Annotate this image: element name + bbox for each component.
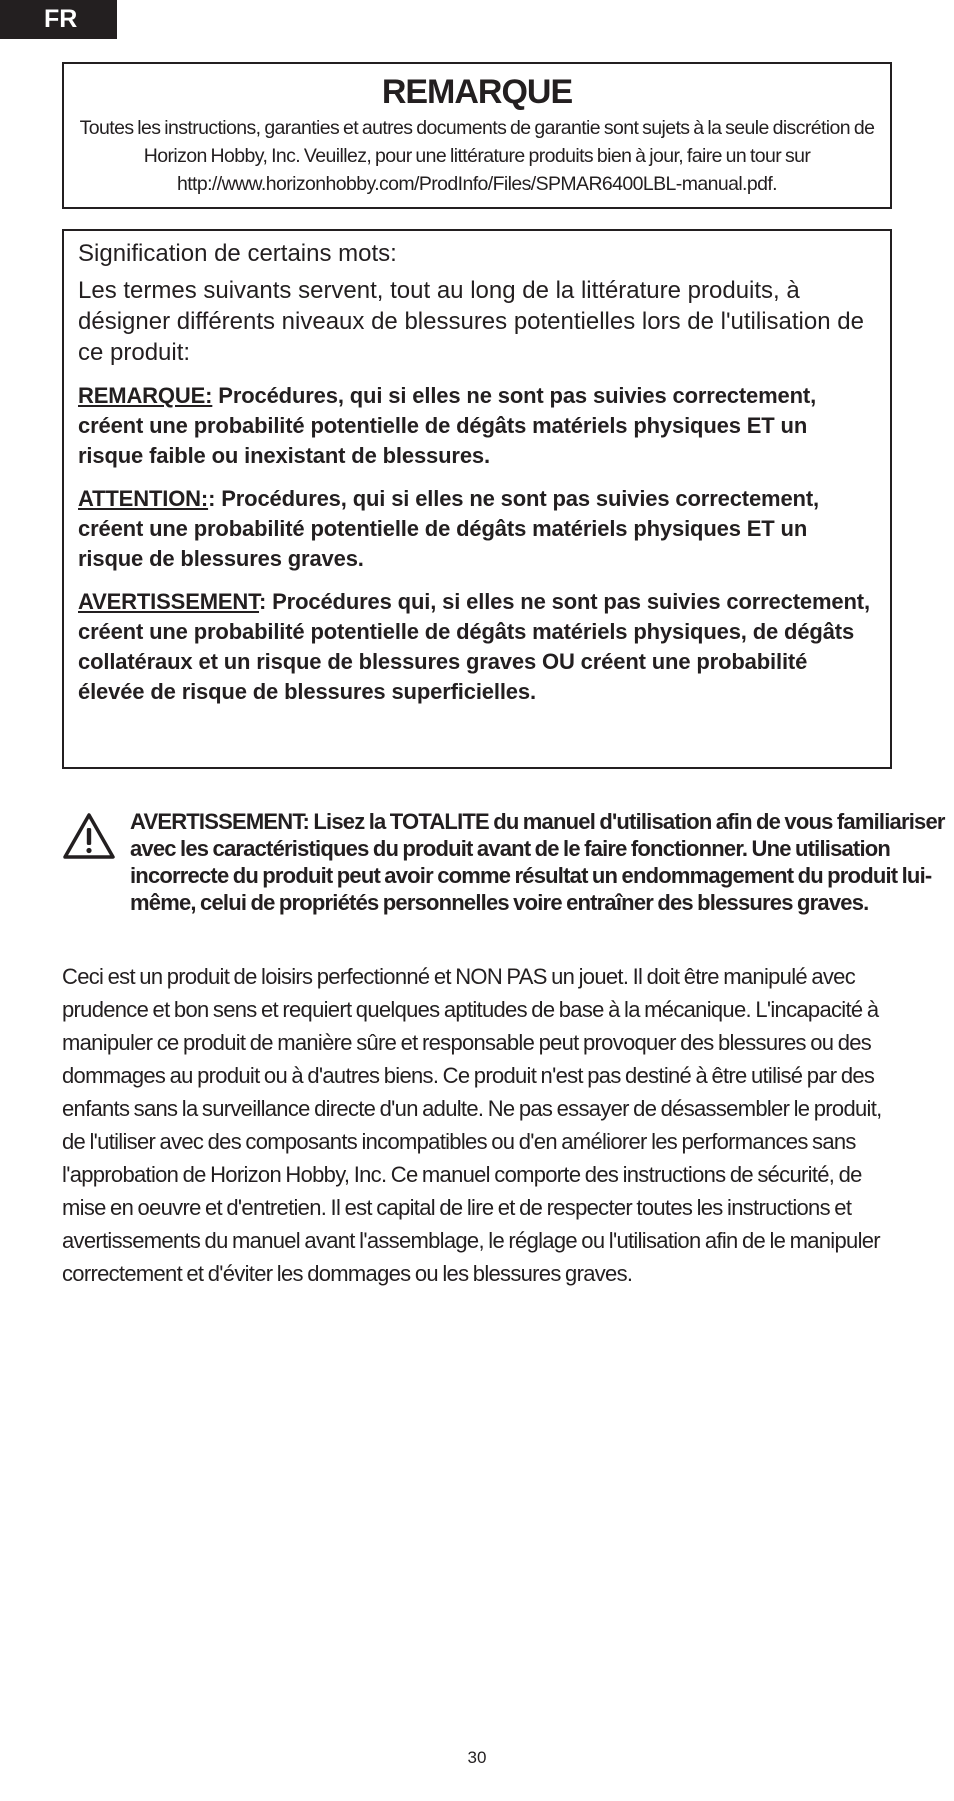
term-text: : Procédures qui, si elles ne sont pas suivies correctement, créent une probabilité potentielle de dégâts matériels physiques, de dégâts collatéraux et un risque de blessures graves OU créent une probabilité élevée de risque de blessures superficielles. xyxy=(78,589,870,704)
terms-intro: Les termes suivants servent, tout au long de la littérature produits, à désigner différents niveaux de blessures potentielles lors de l'utilisation de ce produit: xyxy=(78,277,864,366)
terms-title: Signification de certains mots: xyxy=(78,240,397,267)
language-tab: FR xyxy=(0,0,117,39)
warning-triangle-icon xyxy=(62,812,116,860)
term-label: AVERTISSEMENT xyxy=(78,589,260,614)
term-text: Procédures, qui si elles ne sont pas suivies correctement, créent une probabilité potentielle de dégâts matériels physiques ET un risque faible ou inexistant de blessures. xyxy=(78,383,817,468)
term-label: ATTENTION: xyxy=(78,486,209,511)
notice-box xyxy=(62,62,892,209)
term-label: REMARQUE: xyxy=(78,383,213,408)
terms-box xyxy=(62,229,892,769)
body-paragraph: Ceci est un produit de loisirs perfectionné et NON PAS un jouet. Il doit être manipulé avec prudence et bon sens et requiert quelques aptitudes de base à la mécanique. L'incapacité à manipuler ce produit de manière sûre et responsable peut provoquer des blessures ou des dommages au produit ou à d'autres biens. Ce produit n'est pas destiné à être utilisé par des enfants sans la surveillance directe d'un adulte. Ne pas essayer de désassembler le produit, de l'utiliser avec des composants incompatibles ou d'en améliorer les performances sans l'approbation de Horizon Hobby, Inc. Ce manuel comporte des instructions de sécurité, de mise en oeuvre et d'entretien. Il est capital de lire et de respecter toutes les instructions et avertissements du manuel avant l'assemblage, le réglage ou l'utilisation afin de le manipuler correctement et d'éviter les dommages ou les blessures graves. xyxy=(62,964,882,1286)
warning-block xyxy=(62,808,945,948)
page-number: 30 xyxy=(467,1748,487,1767)
notice-text: Toutes les instructions, garanties et autres documents de garantie sont sujets à la seule discrétion de Horizon Hobby, Inc. Veuillez, pour une littérature produits bien à jour, faire un tour sur http://www.horizonhobby.com/ProdInfo/Files/SPMAR6400LBL-manual.pdf. xyxy=(79,117,875,195)
warning-text: AVERTISSEMENT: Lisez la TOTALITE du manuel d'utilisation afin de vous familiariser avec les caractéristiques du produit avant de le faire fonctionner. Une utilisation incorrecte du produit peut avoir comme résultat un endommagement du produit lui-même, celui de propriétés personnelles voire entraîner des blessures graves. xyxy=(130,809,945,915)
notice-title: REMARQUE xyxy=(381,73,573,111)
term-attention xyxy=(78,484,876,574)
term-remarque xyxy=(78,381,876,471)
term-text: : Procédures, qui si elles ne sont pas suivies correctement, créent une probabilité potentielle de dégâts matériels physiques ET un risque de blessures graves. xyxy=(78,486,819,571)
term-avertissement xyxy=(78,587,876,707)
